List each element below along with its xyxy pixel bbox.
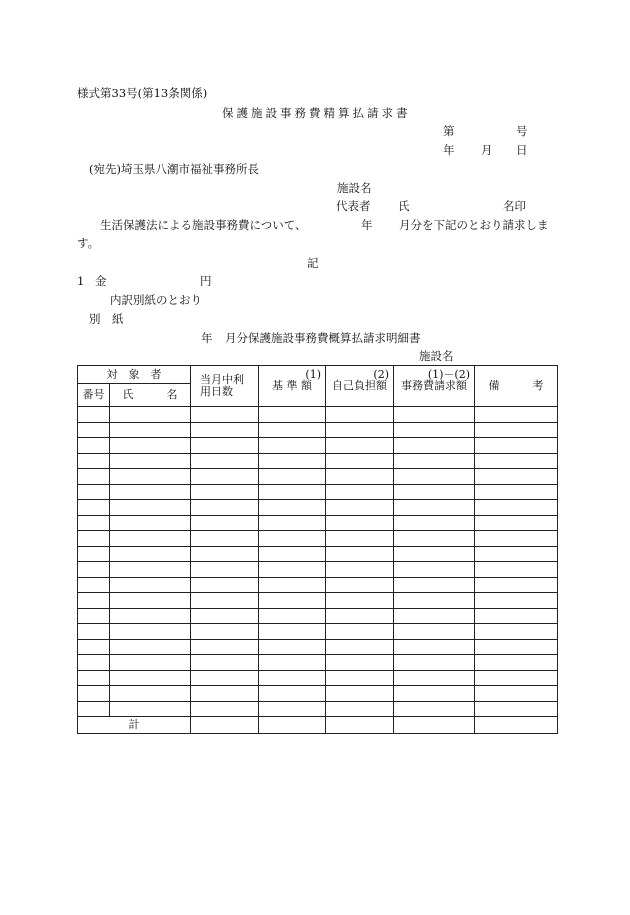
addressee: (宛先)埼玉県八潮市福祉事務所長 (89, 162, 259, 176)
table-cell[interactable] (326, 407, 394, 423)
table-cell[interactable] (326, 438, 394, 454)
table-cell[interactable] (475, 701, 558, 717)
table-cell[interactable] (326, 577, 394, 593)
table-cell[interactable] (110, 453, 191, 469)
table-row (78, 577, 558, 593)
total-cell[interactable] (191, 717, 259, 734)
table-row (78, 422, 558, 438)
table-cell[interactable] (259, 562, 326, 578)
table-cell[interactable] (78, 469, 110, 485)
table-cell[interactable] (78, 438, 110, 454)
table-cell[interactable] (326, 531, 394, 547)
detail-table-wrap (77, 365, 558, 734)
table-cell[interactable] (394, 701, 475, 717)
table-cell[interactable] (191, 562, 259, 578)
table-cell[interactable] (326, 593, 394, 609)
header-days-line1: 当月中利 (200, 373, 244, 386)
table-cell[interactable] (191, 531, 259, 547)
table-cell[interactable] (191, 701, 259, 717)
table-cell[interactable] (475, 608, 558, 624)
table-cell[interactable] (78, 546, 110, 562)
table-cell[interactable] (110, 531, 191, 547)
table-cell[interactable] (78, 670, 110, 686)
item-number: 1 (77, 274, 85, 288)
table-cell[interactable] (110, 484, 191, 500)
total-cell[interactable] (326, 717, 394, 734)
header-days (191, 366, 259, 407)
table-cell[interactable] (191, 422, 259, 438)
table-cell[interactable] (394, 686, 475, 702)
table-cell[interactable] (475, 453, 558, 469)
request-text-end: す。 (77, 236, 100, 250)
table-cell[interactable] (326, 608, 394, 624)
table-cell[interactable] (259, 655, 326, 671)
table-cell[interactable] (326, 701, 394, 717)
table-row (78, 593, 558, 609)
table-cell[interactable] (191, 484, 259, 500)
name-label: 氏 (398, 199, 410, 213)
table-cell[interactable] (259, 407, 326, 423)
header-claim-label: 事務費請求額 (401, 378, 467, 392)
table-cell[interactable] (78, 422, 110, 438)
table-cell[interactable] (110, 639, 191, 655)
total-label: 計 (78, 717, 191, 734)
table-cell[interactable] (326, 422, 394, 438)
table-cell[interactable] (475, 655, 558, 671)
table-cell[interactable] (475, 546, 558, 562)
table-cell[interactable] (191, 593, 259, 609)
table-row (78, 438, 558, 454)
table-cell[interactable] (78, 407, 110, 423)
table-cell[interactable] (191, 608, 259, 624)
table-cell[interactable] (394, 562, 475, 578)
table-cell[interactable] (394, 422, 475, 438)
table-cell[interactable] (475, 670, 558, 686)
table-cell[interactable] (475, 531, 558, 547)
table-cell[interactable] (394, 639, 475, 655)
table-cell[interactable] (394, 593, 475, 609)
header-base (259, 366, 326, 407)
table-cell[interactable] (191, 500, 259, 516)
table-row (78, 546, 558, 562)
table-cell[interactable] (394, 469, 475, 485)
request-year: 年 (361, 218, 373, 232)
amount-label: 金 (95, 274, 107, 288)
table-cell[interactable] (475, 500, 558, 516)
table-cell[interactable] (110, 577, 191, 593)
table-cell[interactable] (110, 608, 191, 624)
table-cell[interactable] (475, 593, 558, 609)
request-text-a: 生活保護法による施設事務費について、 (100, 218, 307, 232)
table-cell[interactable] (78, 515, 110, 531)
table-cell[interactable] (475, 422, 558, 438)
table-cell[interactable] (110, 407, 191, 423)
table-cell[interactable] (326, 484, 394, 500)
table-cell[interactable] (394, 546, 475, 562)
request-text-b: 月分を下記のとおり請求しま (399, 218, 549, 232)
table-row (78, 655, 558, 671)
table-row (78, 624, 558, 640)
table-cell[interactable] (78, 453, 110, 469)
table-row (78, 484, 558, 500)
table-cell[interactable] (326, 453, 394, 469)
table-cell[interactable] (259, 500, 326, 516)
attachment-year: 年 (201, 331, 213, 345)
table-cell[interactable] (78, 577, 110, 593)
table-cell[interactable] (394, 608, 475, 624)
table-row (78, 608, 558, 624)
table-cell[interactable] (191, 686, 259, 702)
attachment-facility-label: 施設名 (419, 349, 454, 363)
table-cell[interactable] (78, 701, 110, 717)
table-cell[interactable] (326, 639, 394, 655)
table-cell[interactable] (78, 593, 110, 609)
doc-number-prefix: 第 (443, 124, 455, 138)
table-cell[interactable] (110, 655, 191, 671)
table-cell[interactable] (259, 639, 326, 655)
table-cell[interactable] (110, 624, 191, 640)
table-row (78, 407, 558, 423)
table-cell[interactable] (326, 515, 394, 531)
table-cell[interactable] (78, 608, 110, 624)
table-cell[interactable] (191, 655, 259, 671)
table-cell[interactable] (259, 577, 326, 593)
table-cell[interactable] (191, 624, 259, 640)
table-cell[interactable] (259, 515, 326, 531)
table-cell[interactable] (326, 500, 394, 516)
table-cell[interactable] (326, 546, 394, 562)
header-self-num: (2) (373, 367, 389, 381)
total-cell[interactable] (259, 717, 326, 734)
table-cell[interactable] (394, 407, 475, 423)
header-number: 番号 (78, 384, 110, 407)
header-base-num: (1) (305, 367, 321, 381)
attachment-title: 月分保護施設事務費概算払請求明細書 (225, 331, 421, 345)
table-cell[interactable] (78, 500, 110, 516)
header-subject: 対 象 者 (78, 366, 191, 384)
header-self (326, 366, 394, 407)
table-cell[interactable] (326, 686, 394, 702)
table-cell[interactable] (110, 701, 191, 717)
table-row (78, 686, 558, 702)
detail-table (77, 365, 558, 734)
table-cell[interactable] (394, 670, 475, 686)
table-cell[interactable] (475, 515, 558, 531)
table-cell[interactable] (110, 562, 191, 578)
table-cell[interactable] (110, 593, 191, 609)
table-cell[interactable] (326, 670, 394, 686)
table-cell[interactable] (394, 500, 475, 516)
table-cell[interactable] (78, 639, 110, 655)
doc-number-suffix: 号 (516, 124, 528, 138)
table-cell[interactable] (394, 515, 475, 531)
table-cell[interactable] (259, 608, 326, 624)
table-cell[interactable] (191, 469, 259, 485)
table-cell[interactable] (259, 469, 326, 485)
table-cell[interactable] (78, 562, 110, 578)
table-cell[interactable] (191, 670, 259, 686)
table-cell[interactable] (78, 655, 110, 671)
table-cell[interactable] (259, 453, 326, 469)
header-base-label: 基 準 額 (272, 378, 312, 392)
header-name: 氏 名 (110, 384, 191, 407)
table-cell[interactable] (259, 438, 326, 454)
form-number: 様式第33号(第13条関係) (77, 86, 208, 100)
table-cell[interactable] (326, 562, 394, 578)
table-cell[interactable] (475, 639, 558, 655)
table-row (78, 701, 558, 717)
table-cell[interactable] (475, 438, 558, 454)
facility-name-label: 施設名 (337, 181, 372, 195)
date-day: 日 (516, 143, 528, 157)
table-cell[interactable] (394, 531, 475, 547)
table-cell[interactable] (475, 624, 558, 640)
seal-label: 名印 (503, 199, 526, 213)
total-cell[interactable] (475, 717, 558, 734)
table-cell[interactable] (110, 438, 191, 454)
table-cell[interactable] (394, 438, 475, 454)
table-cell[interactable] (191, 639, 259, 655)
table-cell[interactable] (78, 624, 110, 640)
table-body (78, 407, 558, 717)
table-cell[interactable] (475, 407, 558, 423)
table-cell[interactable] (110, 500, 191, 516)
table-cell[interactable] (191, 407, 259, 423)
table-cell[interactable] (110, 546, 191, 562)
table-cell[interactable] (259, 624, 326, 640)
amount-unit: 円 (200, 274, 212, 288)
header-days-line2: 用日数 (200, 385, 233, 398)
table-cell[interactable] (191, 577, 259, 593)
table-cell[interactable] (78, 531, 110, 547)
attachment-label: 別 紙 (89, 312, 124, 326)
table-cell[interactable] (78, 686, 110, 702)
header-self-label: 自己負担額 (332, 378, 387, 392)
table-cell[interactable] (259, 593, 326, 609)
table-cell[interactable] (394, 655, 475, 671)
table-cell[interactable] (394, 453, 475, 469)
table-cell[interactable] (191, 438, 259, 454)
table-row (78, 500, 558, 516)
date-month: 月 (481, 143, 493, 157)
table-cell[interactable] (110, 670, 191, 686)
table-cell[interactable] (475, 577, 558, 593)
table-cell[interactable] (475, 562, 558, 578)
table-cell[interactable] (394, 484, 475, 500)
date-year: 年 (443, 143, 455, 157)
table-cell[interactable] (475, 484, 558, 500)
table-cell[interactable] (259, 701, 326, 717)
table-cell[interactable] (110, 469, 191, 485)
table-cell[interactable] (259, 422, 326, 438)
table-cell[interactable] (326, 624, 394, 640)
table-cell[interactable] (259, 686, 326, 702)
page-title: 保護施設事務費精算払請求書 (222, 106, 411, 120)
representative-label: 代表者 (336, 199, 371, 213)
table-row (78, 670, 558, 686)
table-cell[interactable] (326, 655, 394, 671)
table-row (78, 453, 558, 469)
table-cell[interactable] (475, 469, 558, 485)
header-claim (394, 366, 475, 407)
table-cell[interactable] (259, 670, 326, 686)
table-cell[interactable] (259, 484, 326, 500)
ki-mark: 記 (307, 256, 319, 270)
table-row (78, 639, 558, 655)
table-cell[interactable] (110, 422, 191, 438)
table-row (78, 515, 558, 531)
header-claim-num: (1)－(2) (427, 367, 470, 381)
table-cell[interactable] (191, 546, 259, 562)
table-cell[interactable] (326, 469, 394, 485)
table-cell[interactable] (259, 546, 326, 562)
table-cell[interactable] (78, 484, 110, 500)
table-cell[interactable] (191, 453, 259, 469)
table-cell[interactable] (475, 686, 558, 702)
breakdown-note: 内訳別紙のとおり (110, 293, 202, 307)
table-row (78, 562, 558, 578)
table-cell[interactable] (191, 515, 259, 531)
table-cell[interactable] (110, 515, 191, 531)
table-row (78, 531, 558, 547)
table-row (78, 469, 558, 485)
table-cell[interactable] (110, 686, 191, 702)
header-remarks: 備 考 (475, 366, 558, 407)
table-cell[interactable] (394, 577, 475, 593)
total-cell[interactable] (394, 717, 475, 734)
table-cell[interactable] (394, 624, 475, 640)
table-cell[interactable] (259, 531, 326, 547)
